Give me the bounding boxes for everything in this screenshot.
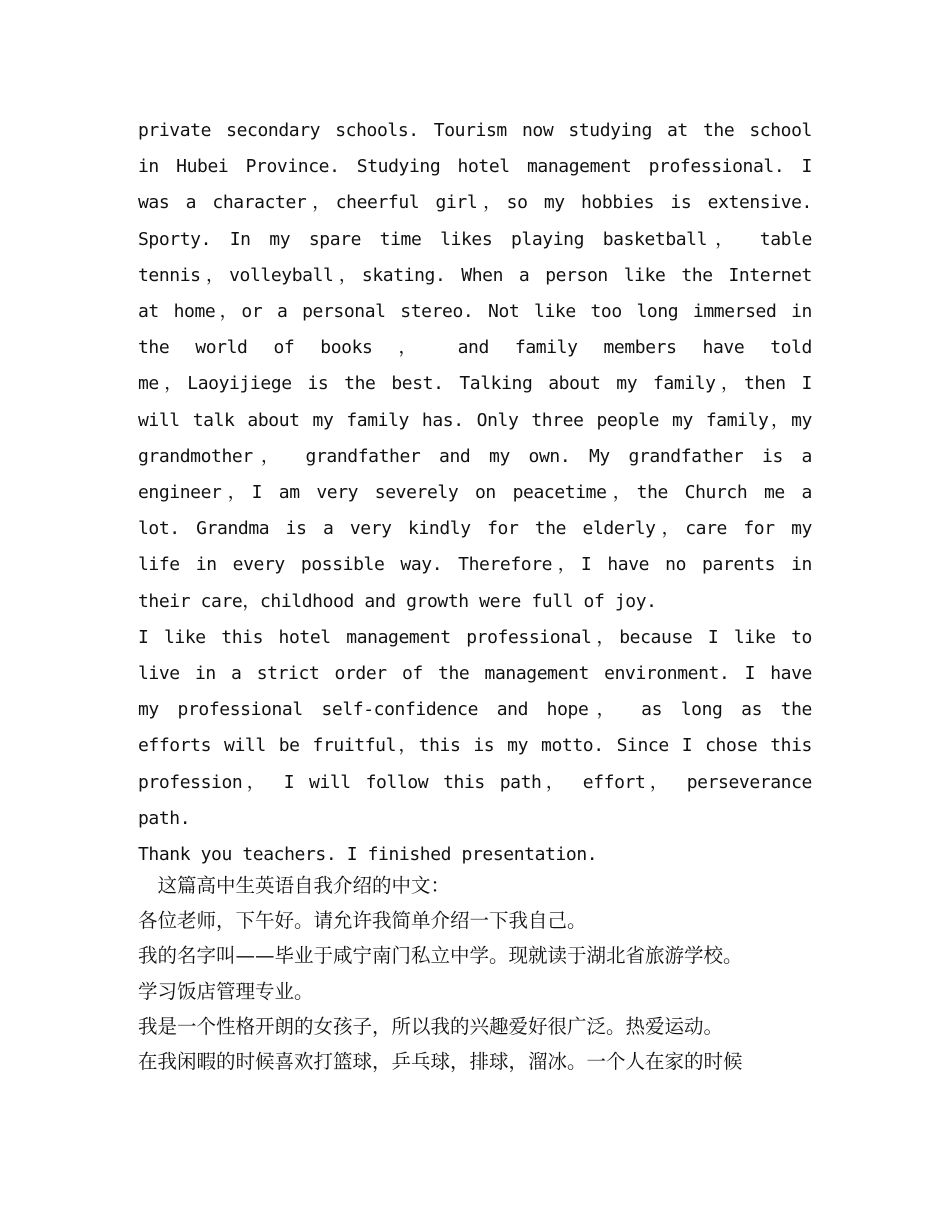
chinese-line: 学习饭店管理专业。 <box>138 979 314 1003</box>
english-line: me，Laoyijiege is the best. Talking about my family，then I <box>138 373 812 395</box>
english-line: their care，childhood and growth were full of joy. <box>138 590 657 612</box>
english-line: my professional self-confidence and hope， as long as the <box>138 699 812 721</box>
english-line: the world of books ， and family members have told <box>138 337 812 359</box>
chinese-line: 在我闲暇的时候喜欢打篮球，乒乓球，排球，溜冰。一个人在家的时候 <box>138 1050 743 1074</box>
chinese-line: 各位老师，下午好。请允许我简单介绍一下我自己。 <box>138 909 587 933</box>
chinese-line: 我是一个性格开朗的女孩子，所以我的兴趣爱好很广泛。热爱运动。 <box>138 1014 724 1038</box>
english-line: life in every possible way. Therefore，I have no parents in <box>138 554 812 576</box>
english-line: tennis，volleyball，skating. When a person like the Internet <box>138 264 812 286</box>
chinese-line: 这篇高中生英语自我介绍的中文： <box>138 874 451 897</box>
chinese-text-block <box>138 868 812 1079</box>
english-line: private secondary schools. Tourism now studying at the school <box>138 120 812 141</box>
chinese-line: 我的名字叫——毕业于咸宁南门私立中学。现就读于湖北省旅游学校。 <box>138 944 743 968</box>
english-line: I like this hotel management professional，because I like to <box>138 626 812 648</box>
english-line: Thank you teachers. I finished presentation. <box>138 844 598 866</box>
english-line: path. <box>138 807 191 829</box>
english-line: live in a strict order of the management environment. I have <box>138 663 812 685</box>
english-line: efforts will be fruitful，this is my motto. Since I chose this <box>138 735 812 757</box>
english-line: lot. Grandma is a very kindly for the elderly，care for my <box>138 518 812 540</box>
english-text-block <box>138 113 812 873</box>
english-line: Sporty. In my spare time likes playing basketball， table <box>138 228 812 250</box>
english-line: at home，or a personal stereo. Not like too long immersed in <box>138 301 812 323</box>
english-line: will talk about my family has. Only three people my family，my <box>138 409 812 431</box>
english-line: profession， I will follow this path， effort， perseverance <box>138 771 812 793</box>
english-line: in Hubei Province. Studying hotel management professional. I <box>138 156 812 178</box>
english-line: grandmother， grandfather and my own. My grandfather is a <box>138 445 812 467</box>
english-line: engineer，I am very severely on peacetime，the Church me a <box>138 482 812 504</box>
english-line: was a character，cheerful girl，so my hobbies is extensive. <box>138 192 812 214</box>
